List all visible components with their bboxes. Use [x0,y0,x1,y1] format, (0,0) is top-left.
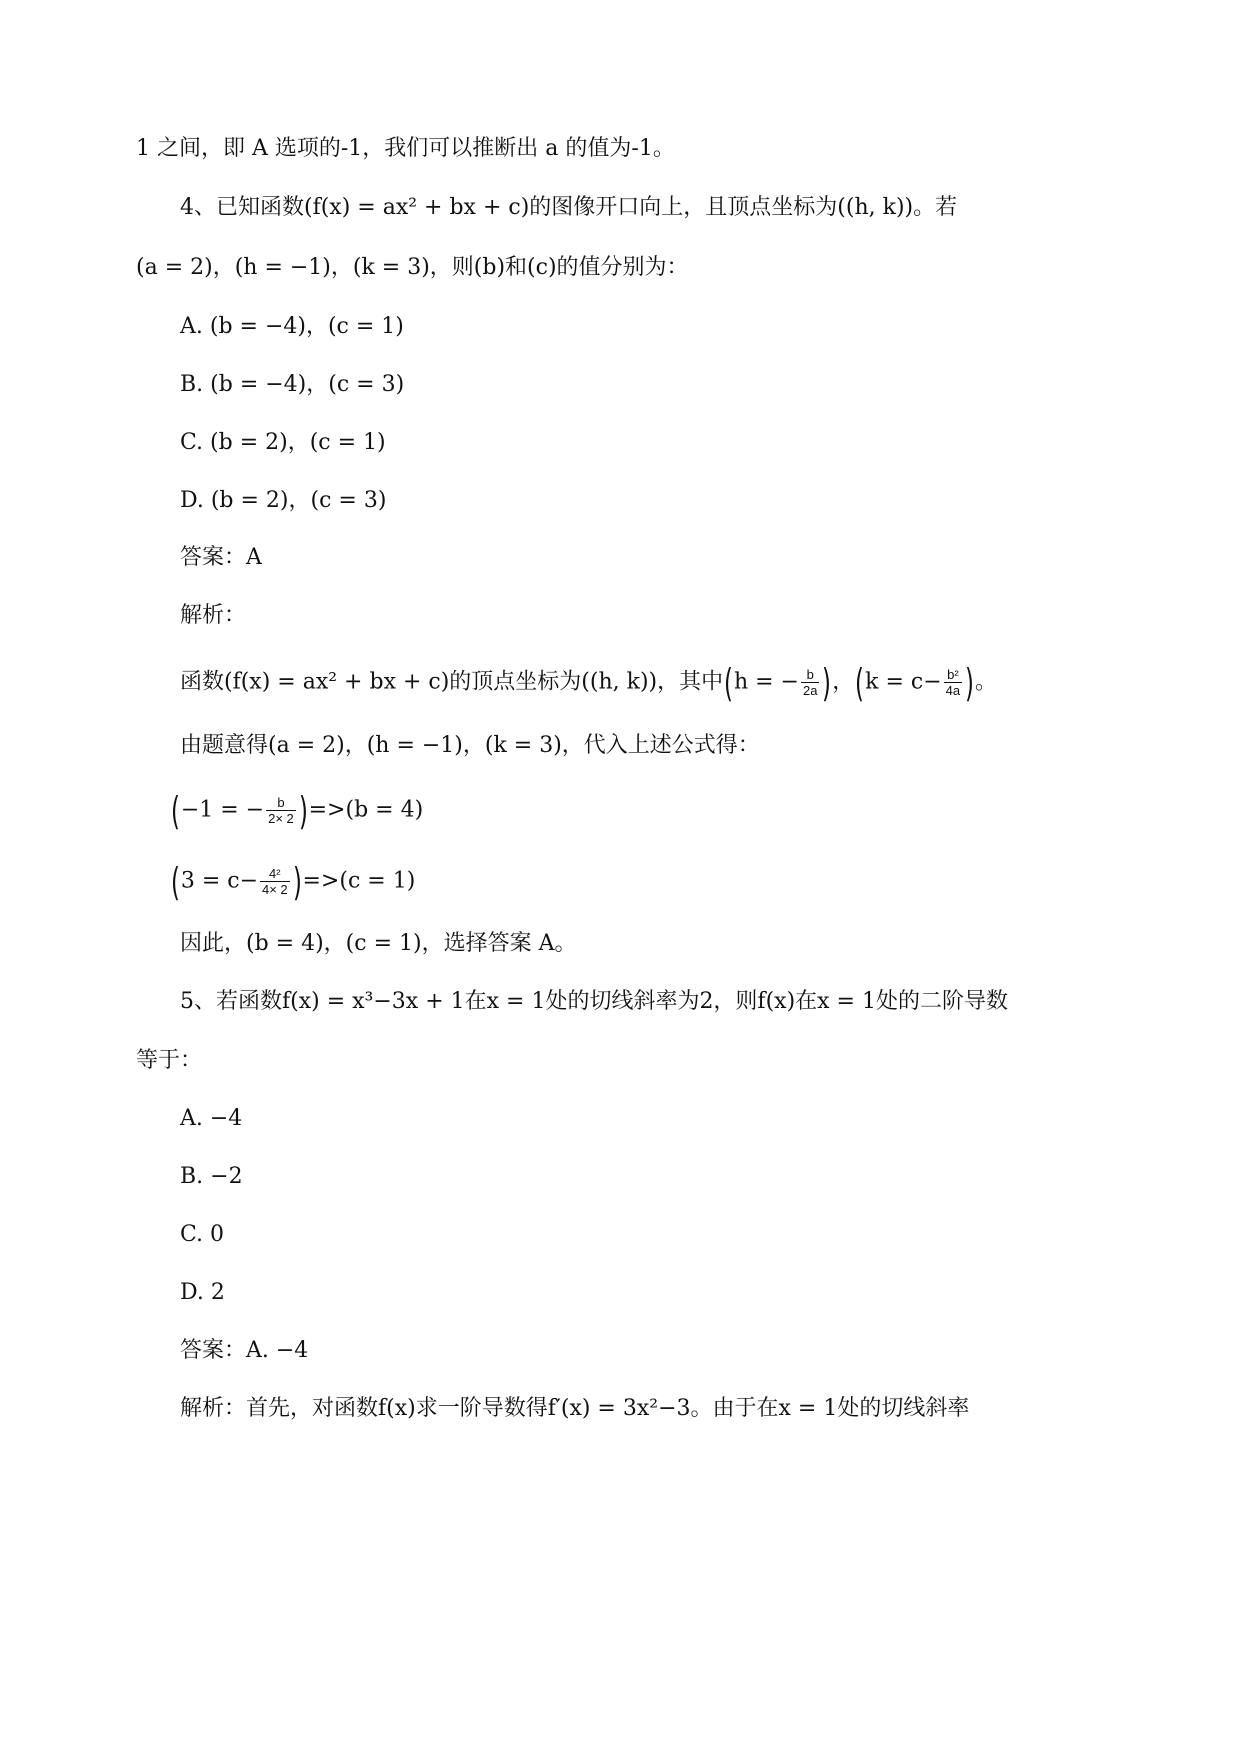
h-numerator: b [806,667,814,682]
left-paren: ( [170,859,180,904]
eq2-lhs: 3 = c− [180,868,258,894]
end-mark: 。 [974,669,997,695]
vertex-text: 函数(f(x) = ax² + bx + c)的顶点坐标为((h, k))，其中 [180,669,724,695]
analysis-4-vertex [180,660,997,705]
question-5-stem: 5、若函数f(x) = x³−3x + 1在x = 1处的切线斜率为2，则f(x)在x = 1处的二阶导数 [180,989,1008,1014]
option-b: B. −2 [180,1164,243,1189]
option-a: A. −4 [180,1106,243,1131]
eq1-fraction [266,795,296,826]
eq1-rhs: =>(b = 4) [308,797,424,823]
analysis-4-label: 解析： [180,603,247,628]
eq2-denominator: 4× 2 [262,882,288,897]
answer-5: 答案：A. −4 [180,1338,309,1363]
option-c: C. 0 [180,1222,225,1247]
question-4-stem: 4、已知函数(f(x) = ax² + bx + c)的图像开口向上，且顶点坐标为((h, k))。若 [180,195,958,220]
option-d: D. 2 [180,1280,225,1305]
h-lhs: h = − [733,669,799,695]
answer-4: 答案：A [180,545,262,570]
equation-2 [170,859,416,904]
left-paren: ( [170,788,180,833]
eq1-lhs: −1 = − [180,797,265,823]
h-fraction [801,667,819,698]
eq2-rhs: =>(c = 1) [302,868,416,894]
left-paren: ( [724,660,733,705]
right-paren: ) [298,788,308,833]
option-c: C. (b = 2)，(c = 1) [180,430,386,455]
eq2-fraction [260,866,290,897]
paragraph-line: 1 之间，即 A 选项的-1，我们可以推断出 a 的值为-1。 [136,136,675,161]
h-denominator: 2a [802,683,818,698]
right-paren: ) [822,660,832,705]
left-paren: ( [855,660,865,705]
separator: ， [832,669,855,695]
analysis-4-given: 由题意得(a = 2)，(h = −1)，(k = 3)，代入上述公式得： [180,733,760,758]
option-d: D. (b = 2)，(c = 3) [180,488,387,513]
eq1-denominator: 2× 2 [268,811,294,826]
option-a: A. (b = −4)，(c = 1) [180,314,404,339]
analysis-4-conclusion: 因此，(b = 4)，(c = 1)，选择答案 A。 [180,931,577,956]
k-fraction [944,667,962,698]
eq2-numerator: 4² [269,866,281,881]
question-5-stem-cont: 等于： [136,1048,203,1073]
equation-1 [170,788,424,833]
eq1-numerator: b [277,795,285,810]
analysis-5: 解析：首先，对函数f(x)求一阶导数得f′(x) = 3x²−3。由于在x = 1处的切线斜率 [180,1396,970,1421]
k-denominator: 4a [945,683,961,698]
k-lhs: k = c− [865,669,942,695]
k-numerator: b² [947,667,959,682]
question-4-stem-cont: (a = 2)，(h = −1)，(k = 3)，则(b)和(c)的值分别为： [136,255,689,280]
option-b: B. (b = −4)，(c = 3) [180,372,405,397]
right-paren: ) [965,660,974,705]
right-paren: ) [292,859,302,904]
